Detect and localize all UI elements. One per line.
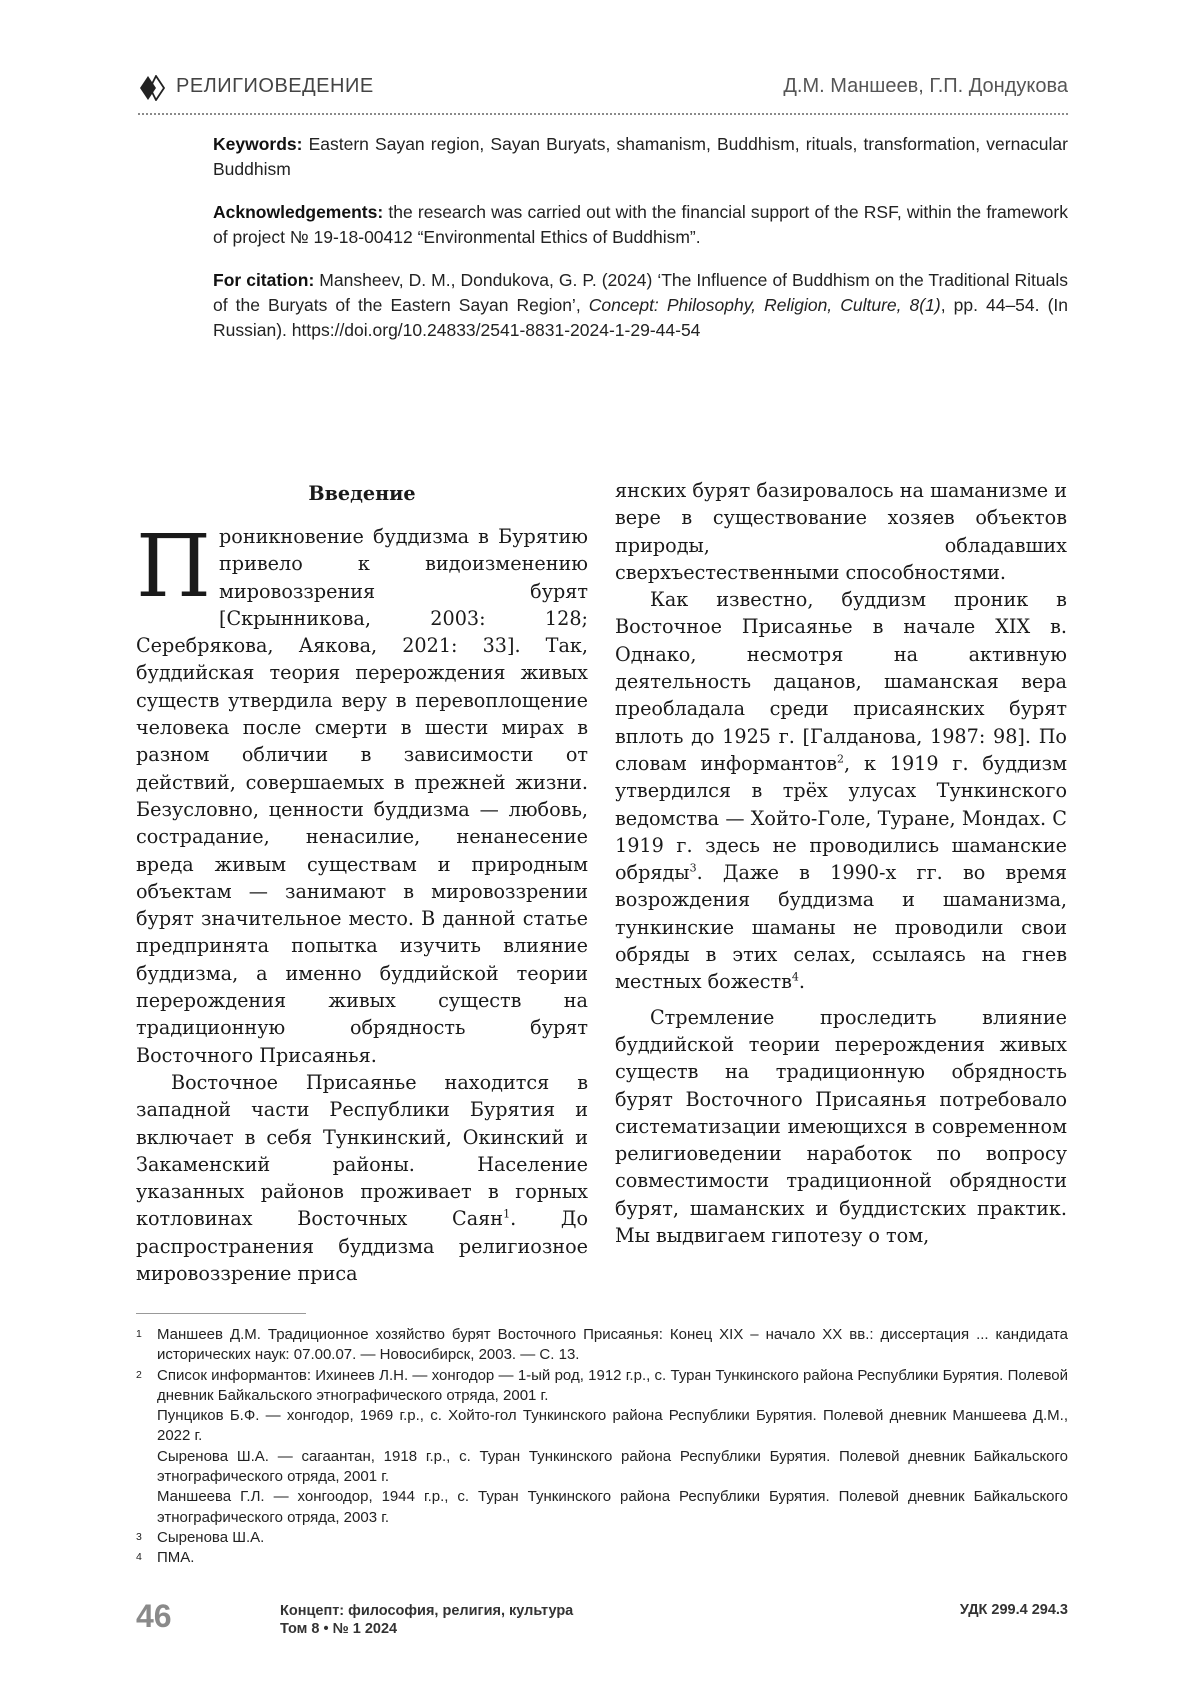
footnote-ref-2[interactable]: 2 <box>837 752 845 766</box>
left-column <box>136 480 588 1287</box>
citation-journal: Concept: Philosophy, Religion, Culture, 8(1) <box>588 295 941 315</box>
footnote-1: 1 Маншеев Д.М. Традиционное хозяйство бурят Восточного Присаянья: Конец XIX – начало XX вв.: диссертация ... кандидата исторических наук: 07.00.07. — Новосибирск, 2003. — С. 13. <box>136 1326 1068 1364</box>
footnote-ref-3[interactable]: 3 <box>689 861 697 875</box>
header-authors: Д.М. Маншеев, Г.П. Дондукова <box>783 75 1068 97</box>
footnote-4: 4 ПМА. <box>136 1549 195 1567</box>
running-header <box>138 73 1068 103</box>
drop-cap: П <box>136 517 211 617</box>
page-footer <box>136 1598 1068 1638</box>
citation-text-2: , pp. 44–54. (In Russian). https://doi.org/10.24833/2541-8831-2024-1-29-44-54 <box>213 295 1068 340</box>
citation-text-1: Mansheev, D. M., Dondukova, G. P. (2024) ‘The Influence of Buddhism on the Traditional Rituals of the Buryats of the Eastern Sayan Region’, <box>213 270 1069 315</box>
journal-title: Концепт: философия, религия, культура <box>280 1603 574 1619</box>
journal-issue: Том 8 • № 1 2024 <box>280 1621 398 1637</box>
paragraph-2: Восточное Присаянье находится в западной части Республики Бурятия и включает в себя Тункинский, Окинский и Закаменский районы. Население указанных районов проживает в горных котловинах Восточных Саян$^1$. До распространения буддизма религиозное мировоззрение приса <box>136 1070 588 1286</box>
paragraph-4: Стремление проследить влияние буддийской теории перерождения живых существ на традиционную обрядность бурят Восточного Присаянья потребовало систематизации имеющихся в современном религиоведении наработок по вопросу совместимости традиционной обрядности бурят, шаманских и буддистских практик. Мы выдвигаем гипотезу о том, <box>615 1005 1067 1248</box>
citation-block <box>213 268 1068 343</box>
footnote-rule <box>136 1313 306 1314</box>
section-name: РЕЛИГИОВЕДЕНИЕ <box>176 75 374 97</box>
footnote-ref-4[interactable]: 4 <box>791 970 799 984</box>
paragraph-continued: янских бурят базировалось на шаманизме и вере в существование хозяев объектов природы, обладавших сверхъестественными способностями. <box>615 479 1067 584</box>
keywords-label: Keywords: <box>213 134 303 154</box>
section-title: Введение <box>308 482 416 505</box>
page-number: 46 <box>136 1598 172 1634</box>
footnotes <box>136 1325 1068 1569</box>
right-column <box>615 477 1067 1249</box>
header-divider <box>138 113 1068 115</box>
journal-info <box>280 1602 573 1638</box>
acknowledgements-text: the research was carried out with the financial support of the RSF, within the framework of project № 19-18-00412 “Environmental Ethics of Buddhism”. <box>213 202 1068 247</box>
acknowledgements-label: Acknowledgements: <box>213 202 384 222</box>
paragraph-1: роникновение буддизма в Бурятию привело к видоизменению мировоззрения бурят [Скрынникова, 2003: 128; Серебрякова, Аякова, 2021: 33]. Так, буддийская теория перерождения живых существ утвердила веру в перевоплощение человека после смерти в шести мирах в разном обличии в зависимости от действий, совершаемых в прежней жизни. Безусловно, ценности буддизма — любовь, сострадание, ненасилие, ненанесение вреда живым существам и природным объектам — занимают в мировоззрении бурят значительное место. В данной статье предпринята попытка изучить влияние буддизма, а именно буддийской теории перерождения живых существ на традиционную обрядность бурят Восточного Присаянья. <box>136 525 588 1067</box>
diamond-logo-icon <box>138 75 166 101</box>
footnote-3: 3 Сыренова Ш.А. <box>136 1528 265 1546</box>
keywords-block <box>213 132 1068 182</box>
paragraph-3: Как известно, буддизм проник в Восточное Присаянье в начале XIX в. Однако, несмотря на активную деятельность дацанов, шаманская вера преобладала среди присаянских бурят вплоть до 1925 г. [Галданова, 1987: 98]. По словам информантов$^2$, к 1919 г. буддизм утвердился в трёх улусах Тункинского ведомства — Хойто-Голе, Туране, Мондах. С 1919 г. здесь не проводились шаманские обряды$^3$. Даже в 1990-х гг. во время возрождения буддизма и шаманизма, тункинские шаманы не проводили свои обряды в этих селах, ссылаясь на гнев местных божеств$^4$. <box>615 588 1067 994</box>
citation-label: For citation: <box>213 270 315 290</box>
footnote-2: 2 Список информантов: Ихинеев Л.Н. — хонгодор — 1-ый род, 1912 г.р., с. Туран Тункинского района Республики Бурятия. Полевой дневник Байкальского этнографического отряда, 2001 г. Пунциков Б.Ф. — хонгодор, 1969 г.р., с. Хойто-гол Тункинского района Республики Бурятия. Полевой дневник Маншеева Д.М., 2022 г. Сыренова Ш.А. — сагаантан, 1918 г.р., с. Туран Тункинского района Республики Бурятия. Полевой дневник Байкальского этнографического отряда, 2001 г. Маншеева Г.Л. — хонгоодор, 1944 г.р., с. Туран Тункинского района Республики Бурятия. Полевой дневник Байкальского этнографического отряда, 2003 г. <box>136 1366 1068 1526</box>
udk-code: УДК 299.4 294.3 <box>959 1602 1068 1618</box>
keywords-text: Eastern Sayan region, Sayan Buryats, shamanism, Buddhism, rituals, transformation, vernacular Buddhism <box>213 134 1068 179</box>
acknowledgements-block <box>213 200 1068 250</box>
footnote-ref-1[interactable]: 1 <box>503 1208 511 1222</box>
